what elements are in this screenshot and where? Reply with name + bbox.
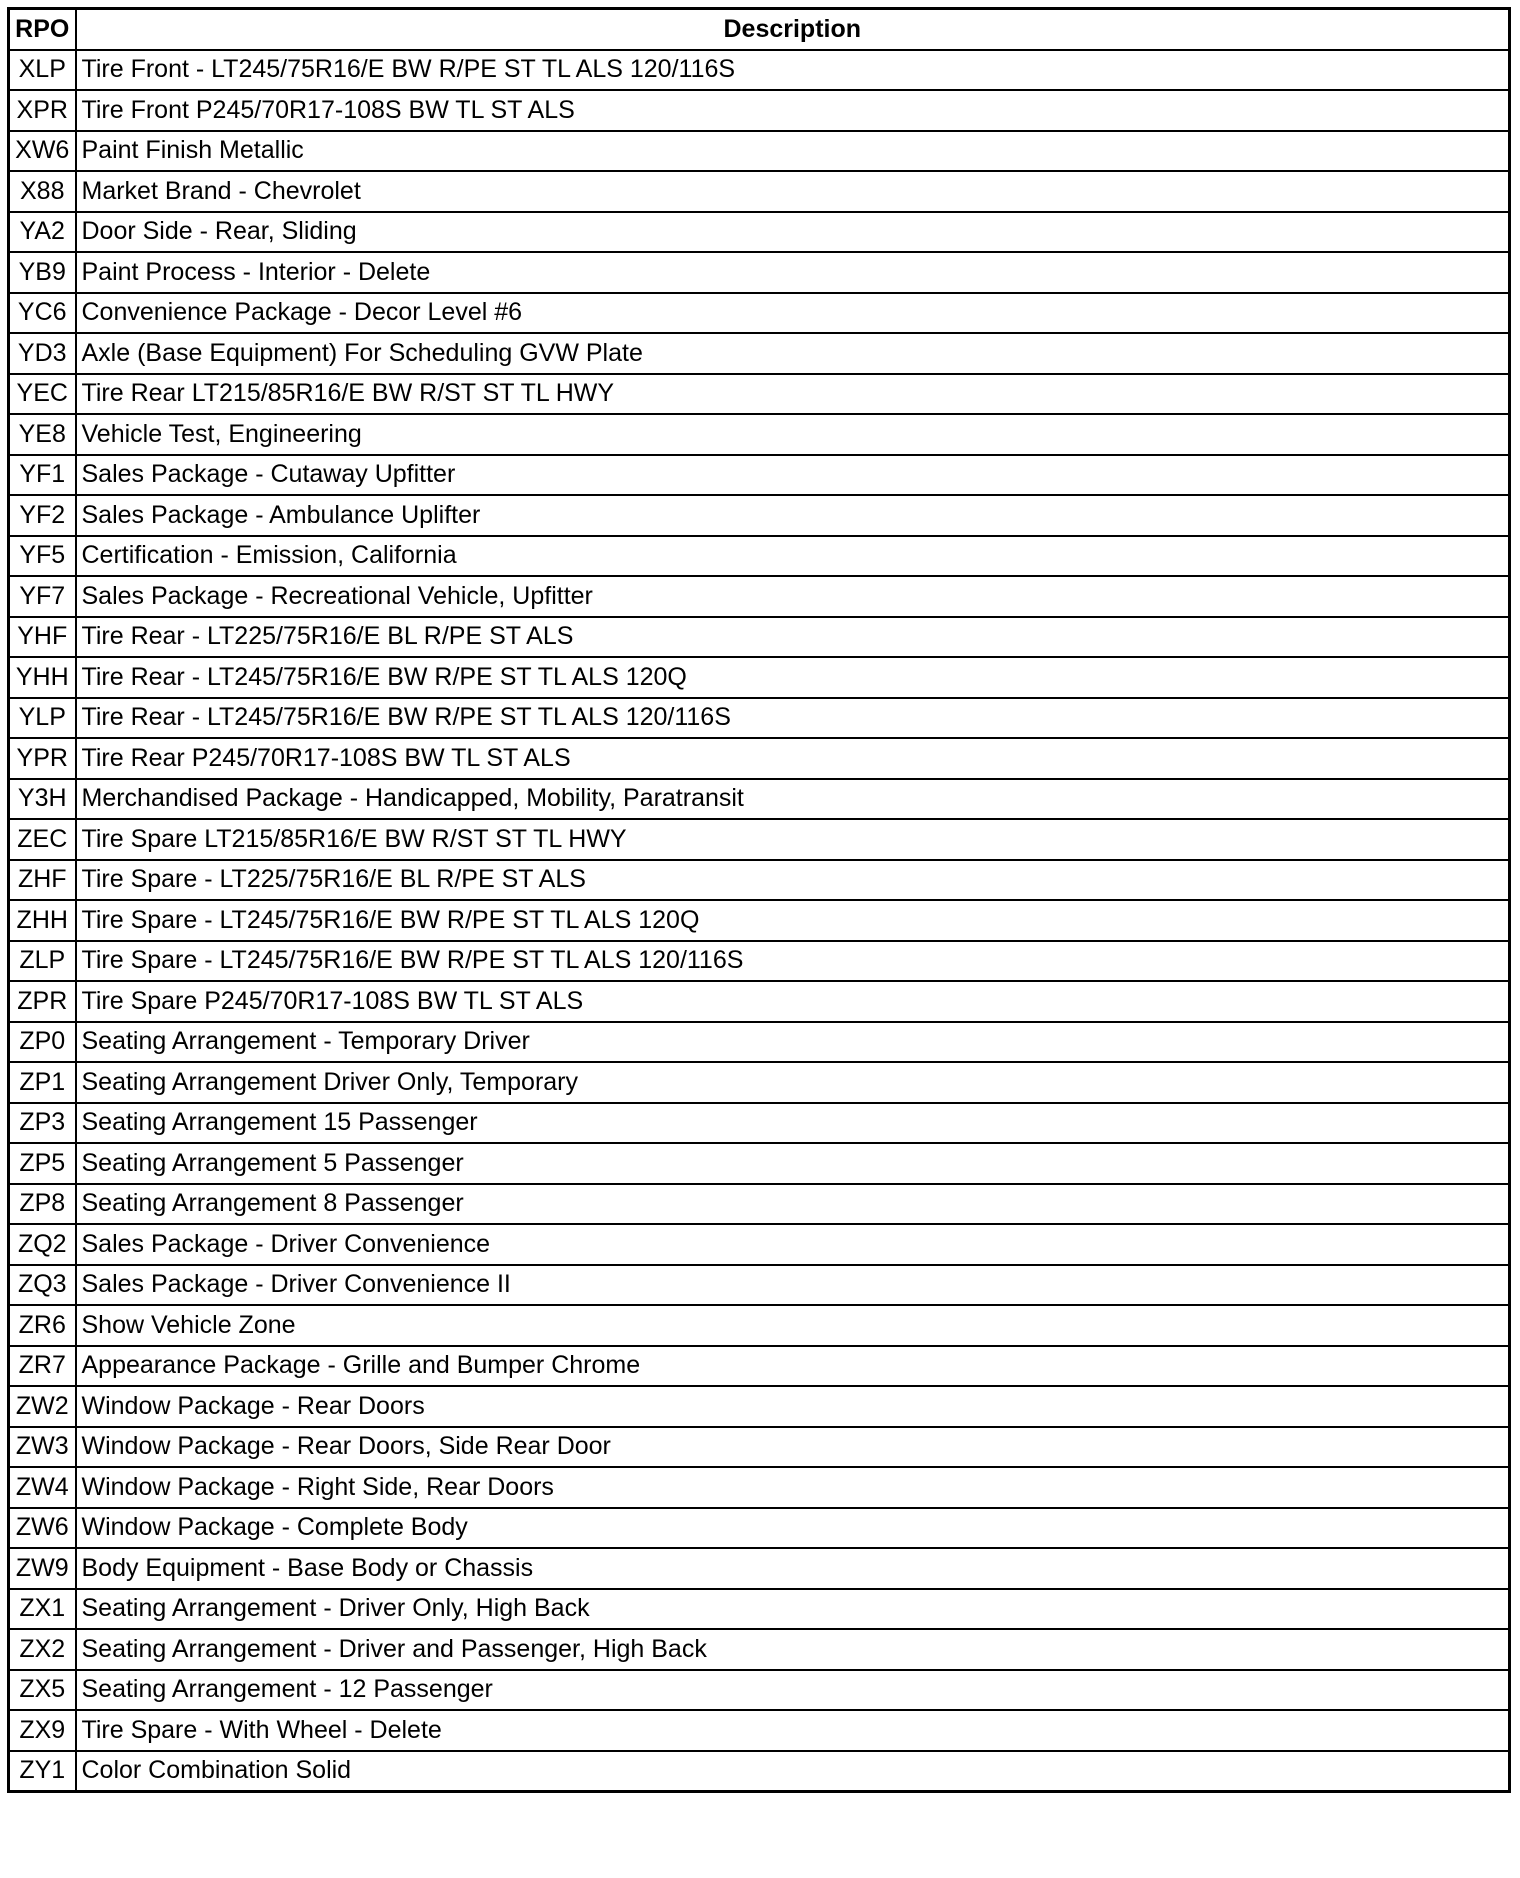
rpo-code: YA2 — [9, 212, 76, 253]
rpo-description: Seating Arrangement 8 Passenger — [76, 1184, 1510, 1225]
rpo-code: ZW6 — [9, 1508, 76, 1549]
rpo-code: ZQ3 — [9, 1265, 76, 1306]
table-row — [9, 1265, 1510, 1306]
rpo-description: Seating Arrangement - Temporary Driver — [76, 1022, 1510, 1063]
table-row — [9, 455, 1510, 496]
rpo-description: Tire Front - LT245/75R16/E BW R/PE ST TL ALS 120/116S — [76, 50, 1510, 91]
table-row — [9, 617, 1510, 658]
rpo-description: Axle (Base Equipment) For Scheduling GVW Plate — [76, 333, 1510, 374]
table-row — [9, 1346, 1510, 1387]
table-row — [9, 252, 1510, 293]
rpo-description: Certification - Emission, California — [76, 536, 1510, 577]
rpo-description: Tire Rear - LT245/75R16/E BW R/PE ST TL ALS 120Q — [76, 657, 1510, 698]
rpo-code: ZY1 — [9, 1751, 76, 1792]
table-row — [9, 941, 1510, 982]
rpo-code: ZP0 — [9, 1022, 76, 1063]
rpo-description: Convenience Package - Decor Level #6 — [76, 293, 1510, 334]
rpo-code: Y3H — [9, 779, 76, 820]
table-row — [9, 50, 1510, 91]
table-row — [9, 1467, 1510, 1508]
rpo-description: Appearance Package - Grille and Bumper Chrome — [76, 1346, 1510, 1387]
table-row — [9, 819, 1510, 860]
table-row — [9, 374, 1510, 415]
table-row — [9, 900, 1510, 941]
rpo-code: ZX5 — [9, 1670, 76, 1711]
rpo-code: ZP5 — [9, 1143, 76, 1184]
table-row — [9, 1184, 1510, 1225]
table-body — [9, 50, 1510, 1792]
rpo-description: Sales Package - Driver Convenience — [76, 1224, 1510, 1265]
rpo-description: Tire Rear LT215/85R16/E BW R/ST ST TL HWY — [76, 374, 1510, 415]
rpo-description: Paint Process - Interior - Delete — [76, 252, 1510, 293]
rpo-description: Seating Arrangement 5 Passenger — [76, 1143, 1510, 1184]
rpo-code: ZW4 — [9, 1467, 76, 1508]
table-row — [9, 657, 1510, 698]
table-row — [9, 1670, 1510, 1711]
table-row — [9, 1103, 1510, 1144]
table-row — [9, 860, 1510, 901]
rpo-code: ZHH — [9, 900, 76, 941]
rpo-code: ZP3 — [9, 1103, 76, 1144]
rpo-description: Tire Front P245/70R17-108S BW TL ST ALS — [76, 90, 1510, 131]
rpo-description: Window Package - Right Side, Rear Doors — [76, 1467, 1510, 1508]
table-row — [9, 1224, 1510, 1265]
rpo-code: YHF — [9, 617, 76, 658]
rpo-code: ZW3 — [9, 1427, 76, 1468]
rpo-code: ZW9 — [9, 1548, 76, 1589]
rpo-description: Seating Arrangement 15 Passenger — [76, 1103, 1510, 1144]
rpo-description: Tire Spare P245/70R17-108S BW TL ST ALS — [76, 981, 1510, 1022]
rpo-description: Tire Spare LT215/85R16/E BW R/ST ST TL HWY — [76, 819, 1510, 860]
table-row — [9, 1386, 1510, 1427]
rpo-code: ZX1 — [9, 1589, 76, 1630]
table-row — [9, 1305, 1510, 1346]
rpo-code: ZW2 — [9, 1386, 76, 1427]
rpo-code: ZPR — [9, 981, 76, 1022]
table-row — [9, 1751, 1510, 1792]
rpo-description: Tire Spare - With Wheel - Delete — [76, 1710, 1510, 1751]
rpo-description: Sales Package - Recreational Vehicle, Upfitter — [76, 576, 1510, 617]
rpo-code: YLP — [9, 698, 76, 739]
rpo-code: ZP8 — [9, 1184, 76, 1225]
table-row — [9, 698, 1510, 739]
table-row — [9, 1710, 1510, 1751]
rpo-description: Window Package - Rear Doors, Side Rear Door — [76, 1427, 1510, 1468]
rpo-code: YF1 — [9, 455, 76, 496]
rpo-code: YEC — [9, 374, 76, 415]
table-header — [9, 9, 1510, 50]
rpo-table — [7, 7, 1511, 1793]
rpo-code: ZX9 — [9, 1710, 76, 1751]
rpo-description: Merchandised Package - Handicapped, Mobility, Paratransit — [76, 779, 1510, 820]
rpo-description: Window Package - Rear Doors — [76, 1386, 1510, 1427]
rpo-description: Color Combination Solid — [76, 1751, 1510, 1792]
rpo-description: Paint Finish Metallic — [76, 131, 1510, 172]
rpo-description: Seating Arrangement - Driver Only, High Back — [76, 1589, 1510, 1630]
rpo-description: Body Equipment - Base Body or Chassis — [76, 1548, 1510, 1589]
rpo-code: XLP — [9, 50, 76, 91]
rpo-description: Sales Package - Cutaway Upfitter — [76, 455, 1510, 496]
rpo-code: YF2 — [9, 495, 76, 536]
table-row — [9, 333, 1510, 374]
table-row — [9, 1589, 1510, 1630]
table-row — [9, 212, 1510, 253]
rpo-code: ZP1 — [9, 1062, 76, 1103]
table-row — [9, 414, 1510, 455]
table-row — [9, 293, 1510, 334]
rpo-description: Market Brand - Chevrolet — [76, 171, 1510, 212]
rpo-code: YC6 — [9, 293, 76, 334]
table-row — [9, 1548, 1510, 1589]
rpo-description: Door Side - Rear, Sliding — [76, 212, 1510, 253]
table-row — [9, 131, 1510, 172]
rpo-description: Vehicle Test, Engineering — [76, 414, 1510, 455]
rpo-code: ZHF — [9, 860, 76, 901]
rpo-code: XPR — [9, 90, 76, 131]
rpo-code: YE8 — [9, 414, 76, 455]
rpo-code: ZR7 — [9, 1346, 76, 1387]
rpo-description: Show Vehicle Zone — [76, 1305, 1510, 1346]
table-row — [9, 1062, 1510, 1103]
table-row — [9, 1508, 1510, 1549]
rpo-code: ZLP — [9, 941, 76, 982]
header-description: Description — [76, 9, 1510, 50]
rpo-code: YHH — [9, 657, 76, 698]
rpo-code: ZX2 — [9, 1629, 76, 1670]
rpo-code: YD3 — [9, 333, 76, 374]
header-rpo: RPO — [9, 9, 76, 50]
table-row — [9, 1143, 1510, 1184]
rpo-description: Seating Arrangement - 12 Passenger — [76, 1670, 1510, 1711]
rpo-description: Tire Rear P245/70R17-108S BW TL ST ALS — [76, 738, 1510, 779]
rpo-description: Seating Arrangement - Driver and Passenger, High Back — [76, 1629, 1510, 1670]
rpo-code: YF5 — [9, 536, 76, 577]
rpo-description: Seating Arrangement Driver Only, Temporary — [76, 1062, 1510, 1103]
table-row — [9, 536, 1510, 577]
table-row — [9, 576, 1510, 617]
rpo-code: X88 — [9, 171, 76, 212]
rpo-code: ZEC — [9, 819, 76, 860]
rpo-description: Window Package - Complete Body — [76, 1508, 1510, 1549]
header-row — [9, 9, 1510, 50]
table-row — [9, 90, 1510, 131]
table-row — [9, 1022, 1510, 1063]
rpo-code: YF7 — [9, 576, 76, 617]
table-row — [9, 738, 1510, 779]
rpo-description: Sales Package - Driver Convenience II — [76, 1265, 1510, 1306]
rpo-description: Tire Rear - LT245/75R16/E BW R/PE ST TL ALS 120/116S — [76, 698, 1510, 739]
table-row — [9, 1427, 1510, 1468]
rpo-code: ZR6 — [9, 1305, 76, 1346]
table-row — [9, 779, 1510, 820]
rpo-code: ZQ2 — [9, 1224, 76, 1265]
rpo-description: Tire Spare - LT245/75R16/E BW R/PE ST TL ALS 120/116S — [76, 941, 1510, 982]
table-row — [9, 171, 1510, 212]
table-row — [9, 1629, 1510, 1670]
rpo-code: XW6 — [9, 131, 76, 172]
rpo-code: YPR — [9, 738, 76, 779]
rpo-code: YB9 — [9, 252, 76, 293]
rpo-description: Tire Spare - LT245/75R16/E BW R/PE ST TL ALS 120Q — [76, 900, 1510, 941]
rpo-description: Sales Package - Ambulance Uplifter — [76, 495, 1510, 536]
rpo-description: Tire Rear - LT225/75R16/E BL R/PE ST ALS — [76, 617, 1510, 658]
rpo-description: Tire Spare - LT225/75R16/E BL R/PE ST ALS — [76, 860, 1510, 901]
table-row — [9, 495, 1510, 536]
table-row — [9, 981, 1510, 1022]
